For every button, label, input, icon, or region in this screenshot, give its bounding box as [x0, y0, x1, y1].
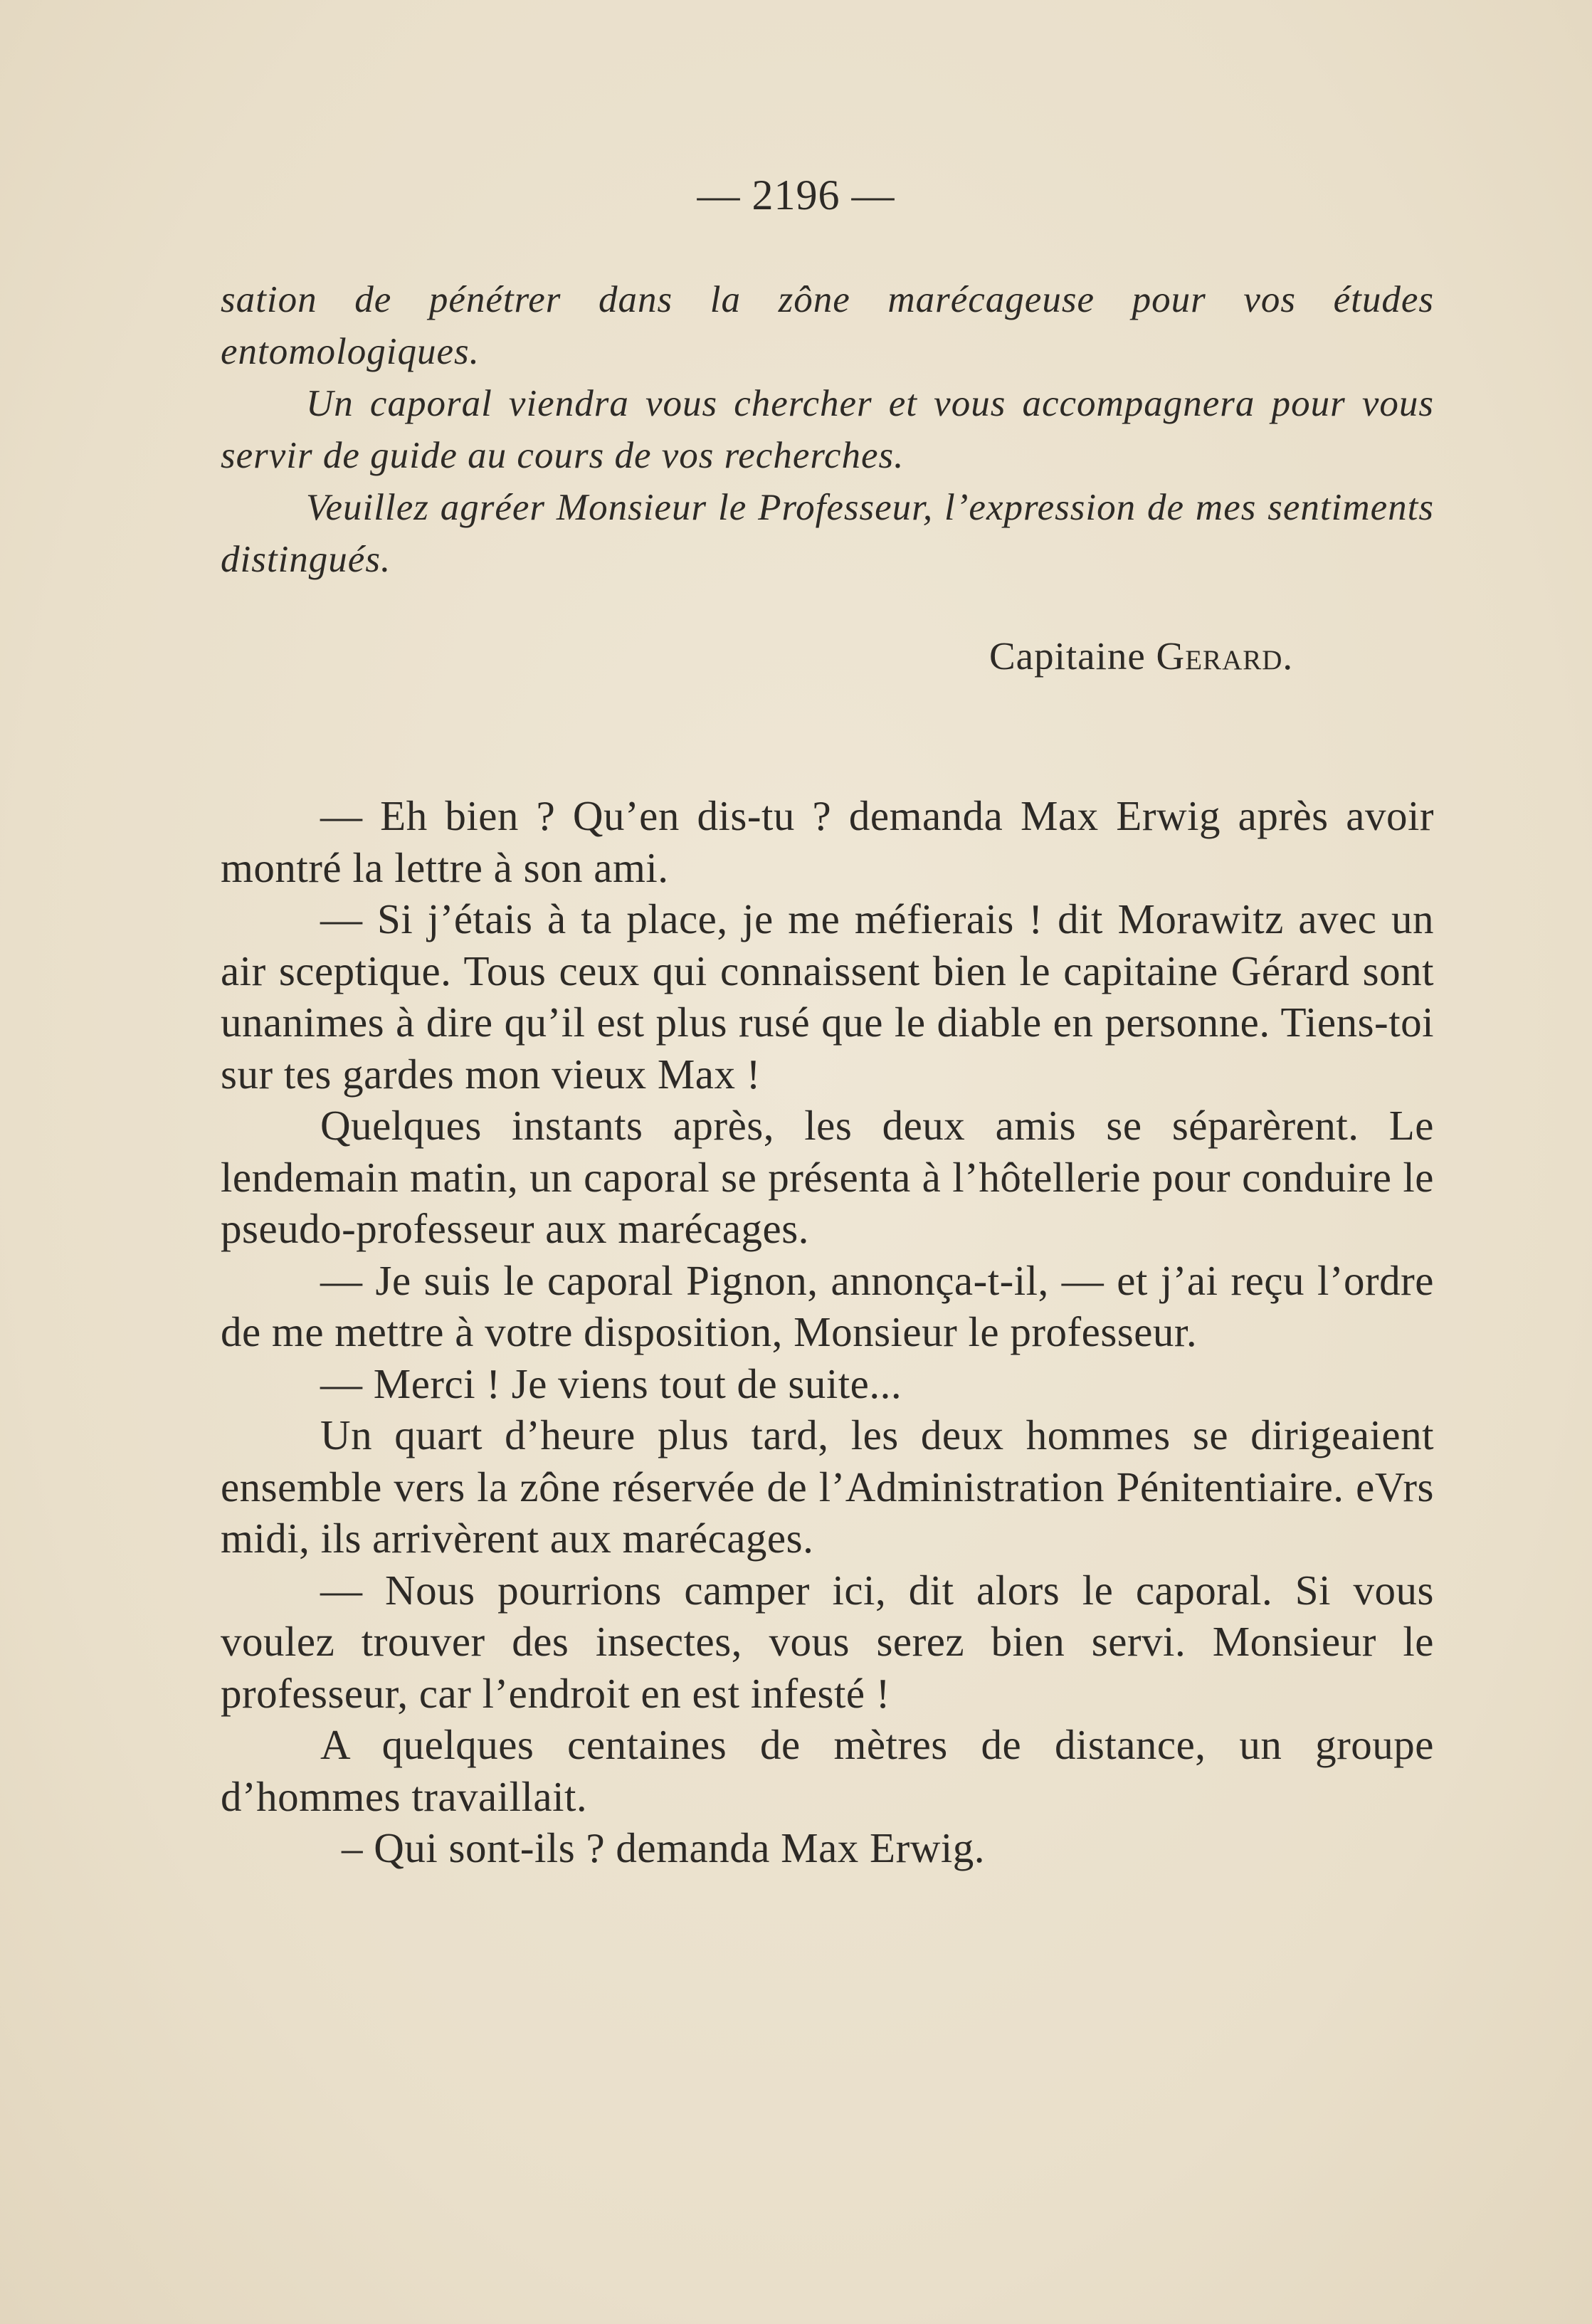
signature-title: Capitaine	[989, 634, 1156, 678]
narrative-paragraph: – Qui sont-ils ? demanda Max Erwig.	[342, 1824, 985, 1871]
letter-excerpt	[221, 274, 1434, 586]
narrative-paragraph: Quelques instants après, les deux amis se séparèrent. Le lendemain matin, un caporal se présenta à l’hôtellerie pour conduire le pseudo-professeur aux marécages.	[221, 1102, 1434, 1252]
narrative-paragraph: Un quart d’heure plus tard, les deux hommes se dirigeaient ensemble vers la zône réservée de l’Administration Pénitentiaire. eVrs midi, ils arrivèrent aux marécages.	[221, 1411, 1434, 1562]
narrative-paragraph: — Nous pourrions camper ici, dit alors le caporal. Si vous voulez trouver des insectes, vous serez bien servi. Monsieur le professeur, car l’endroit en est infesté !	[221, 1566, 1434, 1717]
letter-paragraph: Un caporal viendra vous chercher et vous accompagnera pour vous servir de guide au cours de vos recherches.	[221, 383, 1434, 476]
letter-paragraph: sation de pénétrer dans la zône marécageuse pour vos études entomologiques.	[221, 279, 1434, 372]
signature-name: Gerard.	[1156, 634, 1294, 678]
letter-paragraph: Veuillez agréer Monsieur le Professeur, l’expression de mes sentiments distingués.	[221, 487, 1434, 580]
letter-signature	[989, 633, 1293, 678]
narrative-paragraph: — Merci ! Je viens tout de suite...	[320, 1360, 902, 1407]
narrative-paragraph: A quelques centaines de mètres de distance, un groupe d’hommes travaillait.	[221, 1721, 1434, 1820]
narrative-paragraph: — Eh bien ? Qu’en dis-tu ? demanda Max Erwig après avoir montré la lettre à son ami.	[221, 792, 1434, 891]
narrative-paragraph: — Je suis le caporal Pignon, annonça-t-il, — et j’ai reçu l’ordre de me mettre à votre disposition, Monsieur le professeur.	[221, 1256, 1434, 1355]
narrative-text	[221, 790, 1434, 1874]
narrative-paragraph: — Si j’étais à ta place, je me méfierais ! dit Morawitz avec un air sceptique. Tous ceux qui connaissent bien le capitaine Gérard sont unanimes à dire qu’il est plus rusé que le diable en personne. Tiens-toi sur tes gardes mon vieux Max !	[221, 895, 1434, 1098]
page-number: — 2196 —	[697, 172, 895, 219]
